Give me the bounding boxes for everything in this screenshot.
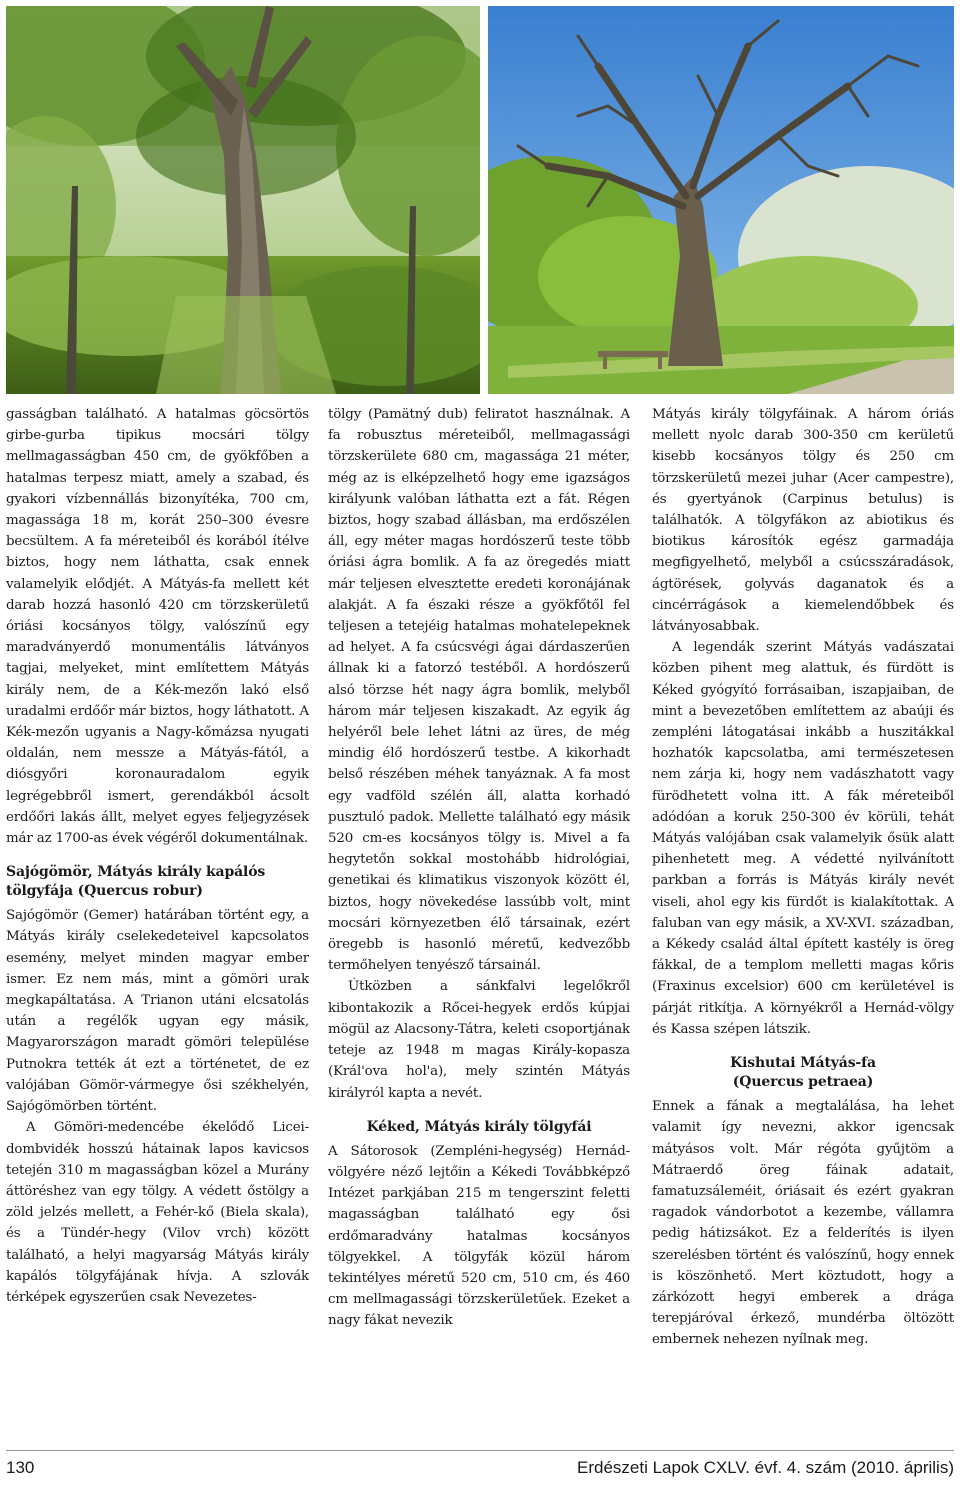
footer-divider [6,1450,954,1451]
paragraph: Sajógömör (Gemer) határában történt egy, a Mátyás király cselekedeteivel kapcsolatos esemény, melyet minden magyar ember ismer. Ez nem más, mint a gömöri urak megkapáltatása. A Trianon utáni elcsatolás után a regélők ugyan egy másik, Magyarországon maradt gömöri települése Putnokra tették át ezt a történetet, de ez valójában Gömör-vármegye ősi székhelyén, Sajógömörben történt. [6,908,309,1115]
section-heading-keked: Kéked, Mátyás király tölgyfái [366,1118,592,1135]
paragraph: A Sátorosok (Zempléni-hegység) Hernád-völgyére néző lejtőin a Kékedi Továbbképző Intézet parkjában 215 m tengerszint feletti magasságban található egy ősi erdőmaradvány hatalmas kocsányos tölgyekkel. A tölgyfák közül három tekintélyes méretű 520 cm, 510 cm, és 460 cm mellmagassági törzskerületűek. Ezeket a nagy fákat nevezik [328,1143,630,1329]
heading-line: (Quercus petraea) [732,1074,874,1091]
paragraph: gasságban található. A hatalmas göcsörtös girbe-gurba tipikus mocsári tölgy mellmagasságban 450 cm, de gyökfőben a hatalmas terpesz miatt, amely a szabad, és gyakori vízbennállás bizonyítéka, 700 cm, magassága 18 m, korát 250–300 évesre becsültem. A fa méreteiből és korából ítélve biztos, hogy nem láthatta, csak ennek valamelyik elődjét. A Mátyás-fa mellett két darab hozzá hasonló 420 cm törzskerületű óriási kocsányos tölgy, valószínű egy maradványerdő monumentális látványos tagjai, melyeket, mint említettem Mátyás király nem, de a Kék-mezőn lakó első uradalmi erdőőr már biztos, hogy láthatott. A Kék-mezőn ugyanis a Nagy-kőmázsa nyugati oldalán, nem messze a Mátyás-fától, a diósgyőri koronauradalom egyik legrégebbről ismert, gerendákból ácsolt erdőőri lakás állt, melyet egyes feljegyzések már az 1700-as évek végéről dokumentálnak. [6,407,309,847]
paragraph: A legendák szerint Mátyás vadászatai közben pihent meg alattuk, és fürdött is Kéked gyógyító forrásaiban, iszapjaiban, de mint a bevezetőben említettem az abaúji és zempléni látogatásai inkább a huszitákkal hozhatók kapcsolatba, ami természetesen nem zárja ki, hogy nem vadászhatott vagy fürödhetett volna itt. A fák méreteiből adódóan a koruk 250-300 év körüli, tehát Mátyás valójában csak valamelyik ősük alatt pihenhetett meg. A védetté nyilvánított parkban a forrás is Mátyás király nevét viseli, ahol egy kis fürdőt is kialakítottak. A faluban van egy másik, a XV-XVI. században, a Kékedy család által épített kastély is öreg fákkal, de a templom melletti magas kőris (Fraxinus excelsior) 600 cm kerületével is párját ritkítja. A környékről a Hernád-völgy és Kassa szépen látszik. [652,640,954,1037]
old-oak-photo [488,6,954,394]
text-column-1 [6,404,309,1429]
forest-tree-photo [6,6,480,394]
section-heading-kishuta [652,1054,954,1092]
journal-reference: Erdészeti Lapok CXLV. évf. 4. szám (2010. április) [576,1458,954,1477]
paragraph: Ennek a fának a megtalálása, ha lehet valamit így nevezni, akkor igencsak mátyásos volt. Már régóta gyűjtöm a Mátraerdő öreg fáinak adatait, famatuzsáleméit, óriásait és ezért gyakran ragadok vándorbotot a kezembe, vállamra pedig hátizsákot. Ez a felderítés is ilyen szerelésben történt és valószínű, hogy ennek is köszönhető. Mert köztudott, hogy a zárkózott hegyi emberek a drága terepjáróval érkező, mundérba öltözött embernek nehezen nyílnak meg. [652,1099,954,1348]
paragraph: tölgy (Pamätný dub) feliratot használnak. A fa robusztus méreteiből, mellmagassági törzskerülete 680 cm, magassága 21 méter, még az is elképzelhető hogy eme igazságos királyunk valóban láthatta ezt a fát. Régen biztos, hogy szabad állásban, ma erdőszélen áll, egy méter magas hordószerű teste több óriási ágra bomlik. A fa az öregedés miatt már teljesen elvesztette eredeti koronájának alakját. A fa északi része a gyökfőtől fel teljesen a tetejéig hatalmas mohatelepeknek ad helyet. A fa csúcsvégi ágai dárdaszerűen állnak ki a fatorzó testéből. A hordószerű alsó törzse hét nagy ágra bomlik, melyből három már teljesen kiszakadt. Az egyik ág helyéről bele lehet látni az üres, de még mindig élő hordószerű testbe. A kikorhadt belső részében méhek tanyáznak. A fa most egy vadföld szélén áll, alatta korhadó pusztuló padok. Mellette található egy másik 520 cm-es kocsányos tölgy is. Mivel a fa hegytetőn sokkal mostohább hidrológiai, genetikai és klimatikus viszonyok között él, biztos, hogy növekedése lassúbb volt, mint mocsári környezetben élő társainak, ezért öregebb is hasonló méretű, kedvezőbb termőhelyen tenyésző társainál. [328,407,630,974]
section-heading-sajogomor: Sajógömör, Mátyás király kapálós tölgyfája (Quercus robur) [6,864,266,900]
text-column-2 [328,404,630,1429]
page-number: 130 [6,1458,35,1477]
heading-line: Kishutai Mátyás-fa [730,1055,876,1072]
page-footer [6,1458,954,1480]
paragraph: A Gömöri-medencébe ékelődő Licei-dombvidék hosszú hátainak lapos kavicsos tetején 310 m magasságban közel a Murány áttöréshez van egy tölgy. A védett őstölgy a zöld jelzés mellett, a Fehér-kő (Biela skala), és a Tündér-hegy (Vilov vrch) között található, a helyi magyarság Mátyás király kapálós tölgyfájának hívja. A szlovák térképek egyszerűen csak Nevezetes- [6,1120,309,1305]
paragraph: Útközben a sánkfalvi legelőkről kibontakozik a Rőcei-hegyek erdős kúpjai mögül az Alacsony-Tátra, keleti csoportjának teteje az 1948 m magas Király-kopasza (Král'ova hol'a), mely szintén Mátyás királyról kapta a nevét. [328,979,630,1101]
text-column-3 [652,404,954,1429]
paragraph: Mátyás király tölgyfáinak. A három óriás mellett nyolc darab 300-350 cm kerületű kisebb kocsányos tölgy és 250 cm törzskerületű mezei juhar (Acer campestre), és gyertyánok (Carpinus betulus) is találhatók. A tölgyfákon az abiotikus és biotikus károsítók egész garmadája megfigyelhető, melyből a csúcsszáradások, ágtörések, golyvás daganatok és a cincérrágások a kiemelendőbbek és látványosabbak. [652,407,954,635]
